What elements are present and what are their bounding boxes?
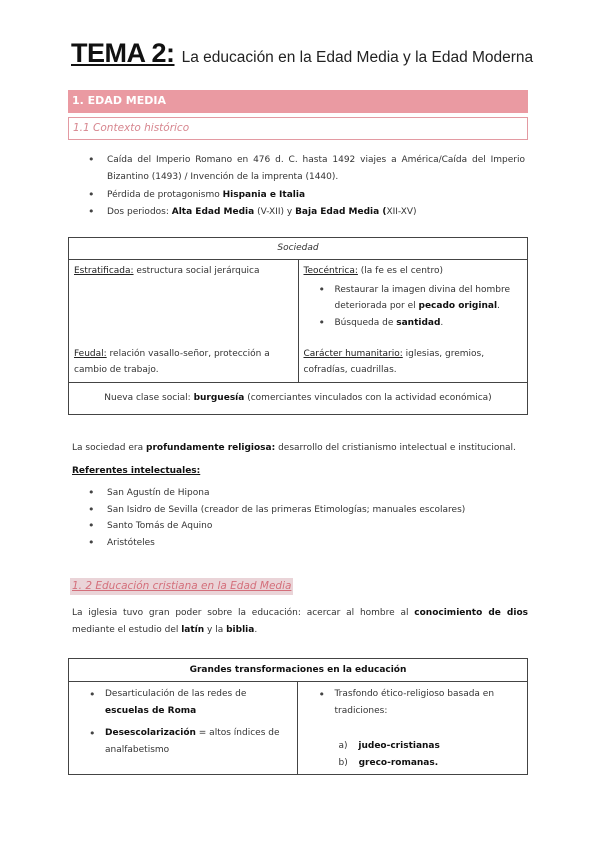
title-main: TEMA 2: <box>71 38 175 68</box>
paragraph-text: La iglesia tuvo gran poder sobre la educación: acercar al hombre al <box>72 608 415 618</box>
paragraph-text: desarrollo del cristianismo intelectual e institucional. <box>275 443 516 453</box>
section-heading-label: 1. EDAD MEDIA <box>72 94 166 107</box>
list-item: • San Agustín de Hipona <box>88 485 528 502</box>
list-item <box>87 725 289 759</box>
subsection-heading-label: 1.1 Contexto histórico <box>73 122 190 134</box>
feudal-label: Feudal: <box>74 349 107 359</box>
table-header: Grandes transformaciones en la educación <box>69 659 528 682</box>
sub-item-marker: a) <box>338 741 348 751</box>
teo-bullet-text: Búsqueda de <box>334 318 397 328</box>
sub-item-marker: b) <box>338 758 348 768</box>
context-bullet-text: Caída del Imperio Romano en 476 d. C. hasta 1492 viajes a América/Caída del Imperio Bizantino (1493) / Invención de la imprenta (1440). <box>107 155 525 182</box>
table-cell <box>298 260 528 383</box>
list-item <box>88 152 525 185</box>
paragraph-bold: conocimiento de dios <box>414 608 528 618</box>
feudal-desc: relación vasallo-señor, protección a cambio de trabajo. <box>74 349 270 375</box>
teocentrica-bullets <box>317 282 522 331</box>
teo-bullet-text: . <box>497 301 500 311</box>
estratificada-text <box>74 263 294 279</box>
humanitario-label: Carácter humanitario: <box>303 349 403 359</box>
sociedad-table <box>68 237 528 415</box>
list-item <box>88 204 525 221</box>
religious-paragraph <box>72 440 516 456</box>
teocentrica-label: Teocéntrica: <box>303 266 358 276</box>
paragraph-text: mediante el estudio del <box>72 625 182 635</box>
table-cell <box>69 260 299 383</box>
teocentrica-text <box>304 263 524 279</box>
bullet-text: Desarticulación de las redes de <box>105 689 247 699</box>
page-title <box>71 38 533 69</box>
bullet-bold: escuelas de Roma <box>105 706 197 716</box>
subsection-heading-educacion: 1. 2 Educación cristiana en la Edad Media <box>70 578 293 595</box>
context-bullet-list <box>88 152 525 220</box>
list-item: • Aristóteles <box>88 535 528 552</box>
table-footer <box>69 383 528 415</box>
list-item <box>317 282 522 314</box>
sub-item-bold: judeo-cristianas <box>358 741 440 751</box>
footer-bold: burguesía <box>193 393 245 403</box>
list-item <box>87 686 289 720</box>
list-item <box>317 315 522 331</box>
paragraph-text: . <box>254 625 258 635</box>
list-item: • San Isidro de Sevilla (creador de las primeras Etimologías; manuales escolares) <box>88 502 528 519</box>
grandes-transformaciones-table <box>68 658 528 775</box>
estratificada-desc: estructura social jerárquica <box>133 266 260 276</box>
table-header: Sociedad <box>69 238 528 260</box>
teocentrica-desc: (la fe es el centro) <box>357 266 443 276</box>
humanitario-desc: iglesias, gremios, cofradías, cuadrillas. <box>303 349 485 375</box>
bullet-bold: Desescolarización <box>105 728 196 738</box>
humanitario-text <box>304 346 514 378</box>
referentes-list <box>88 485 528 551</box>
paragraph-bold: biblia <box>226 625 255 635</box>
bullet-text: = altos índices de analfabetismo <box>105 728 280 755</box>
education-paragraph <box>72 605 528 639</box>
referentes-heading: Referentes intelectuales: <box>72 466 201 476</box>
estratificada-label: Estratificada: <box>74 266 134 276</box>
list-item: • Santo Tomás de Aquino <box>88 518 528 535</box>
bullet-text: Trasfondo ético-religioso basada en tradiciones: <box>334 689 495 716</box>
paragraph-bold: latín <box>181 625 205 635</box>
paragraph-text: La sociedad era <box>72 443 146 453</box>
teo-bullet-bold: santidad <box>396 318 441 328</box>
list-item <box>88 187 525 204</box>
teo-bullet-bold: pecado original <box>418 301 498 311</box>
paragraph-bold: profundamente religiosa: <box>146 443 276 453</box>
table-cell <box>69 682 298 775</box>
table-cell <box>298 682 528 775</box>
context-bullet-bold: Hispania e Italia <box>222 190 306 200</box>
teo-bullet-text: Restaurar la imagen divina del hombre deteriorada por el <box>334 285 511 311</box>
list-item <box>316 686 513 720</box>
left-bullets <box>87 686 289 759</box>
context-bullet-text: (V-XII) y <box>254 206 296 217</box>
footer-text: (comerciantes vinculados con la actividad económica) <box>244 393 492 403</box>
title-subtitle: La educación en la Edad Media y la Edad Moderna <box>181 49 534 66</box>
feudal-text <box>74 346 290 378</box>
context-bullet-text: XII-XV) <box>386 206 417 217</box>
footer-text: Nueva clase social: <box>104 393 194 403</box>
context-bullet-bold: Alta Edad Media <box>171 206 255 217</box>
subsection-heading-contexto <box>68 117 528 140</box>
context-bullet-text: Pérdida de protagonismo <box>107 190 223 200</box>
teo-bullet-text: . <box>440 318 444 328</box>
sub-item-b <box>338 755 438 772</box>
section-heading-edad-media <box>68 90 528 113</box>
context-bullet-text: Dos periodos: <box>107 206 172 217</box>
paragraph-text: y la <box>204 625 227 635</box>
sub-item-a <box>338 738 439 755</box>
right-bullets <box>316 686 513 720</box>
context-bullet-bold: Baja Edad Media ( <box>295 206 387 217</box>
sub-item-bold: greco-romanas. <box>358 758 439 768</box>
